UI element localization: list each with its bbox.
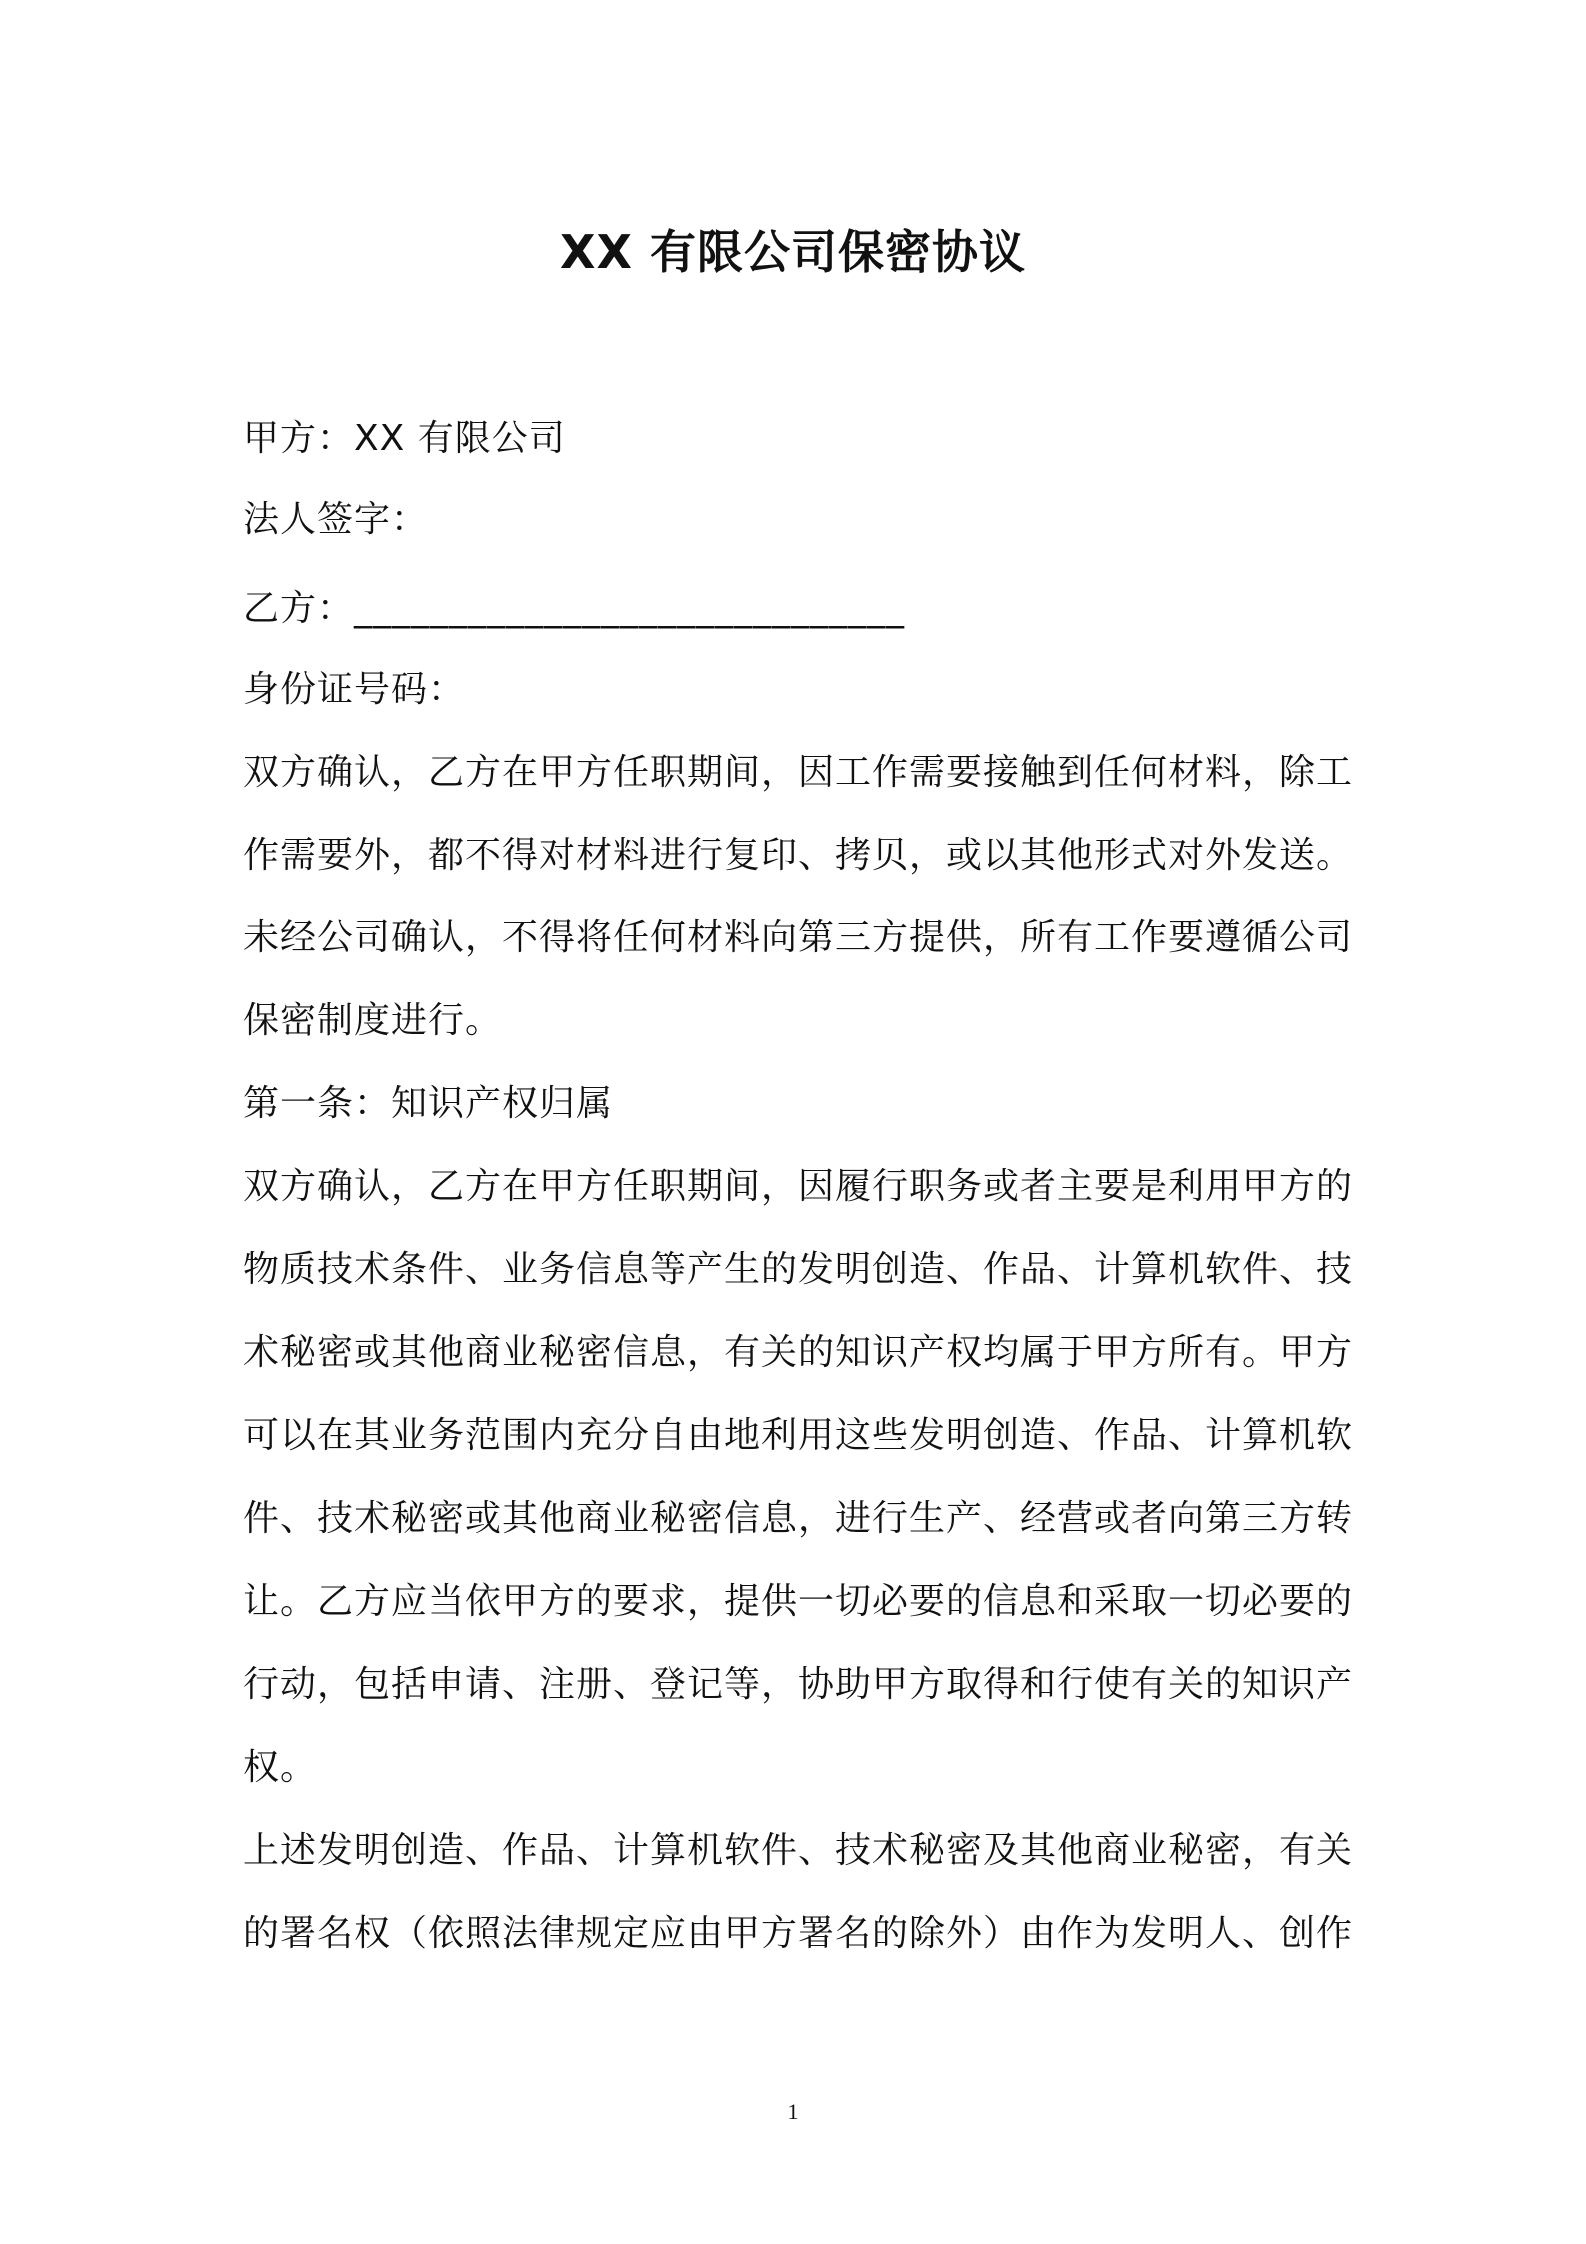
article-line: 权。 xyxy=(243,1747,318,1788)
intro-line: 保密制度进行。 xyxy=(243,1000,503,1041)
article-line: 件、技术秘密或其他商业秘密信息，进行生产、经营或者向第三方转 xyxy=(243,1498,1354,1539)
article-line: 让。乙方应当依甲方的要求，提供一切必要的信息和采取一切必要的 xyxy=(243,1581,1354,1622)
party-a-line: 甲方：XX 有限公司 xyxy=(243,418,566,459)
article-continued-line: 的署名权（依照法律规定应由甲方署名的除外）由作为发明人、创作 xyxy=(243,1913,1354,1954)
page-number: 1 xyxy=(787,2099,799,2124)
intro-line: 双方确认，乙方在甲方任职期间，因工作需要接触到任何材料，除工 xyxy=(243,752,1354,793)
id-number-line: 身份证号码： xyxy=(243,669,466,710)
party-b-line: 乙方：_____________________________ xyxy=(243,588,906,629)
article-line: 行动，包括申请、注册、登记等，协助甲方取得和行使有关的知识产 xyxy=(243,1664,1354,1705)
article-line: 可以在其业务范围内充分自由地利用这些发明创造、作品、计算机软 xyxy=(243,1415,1354,1456)
article-heading: 第一条：知识产权归属 xyxy=(243,1083,614,1124)
article-line: 术秘密或其他商业秘密信息，有关的知识产权均属于甲方所有。甲方 xyxy=(243,1332,1354,1373)
article-line: 物质技术条件、业务信息等产生的发明创造、作品、计算机软件、技 xyxy=(243,1249,1354,1290)
document-title: XX 有限公司保密协议 xyxy=(560,225,1026,279)
article-line: 双方确认，乙方在甲方任职期间，因履行职务或者主要是利用甲方的 xyxy=(243,1166,1354,1207)
intro-line: 作需要外，都不得对材料进行复印、拷贝，或以其他形式对外发送。 xyxy=(243,835,1354,876)
intro-line: 未经公司确认，不得将任何材料向第三方提供，所有工作要遵循公司 xyxy=(243,917,1354,958)
legal-signature-line: 法人签字： xyxy=(243,499,429,540)
article-continued-line: 上述发明创造、作品、计算机软件、技术秘密及其他商业秘密，有关 xyxy=(243,1830,1354,1871)
